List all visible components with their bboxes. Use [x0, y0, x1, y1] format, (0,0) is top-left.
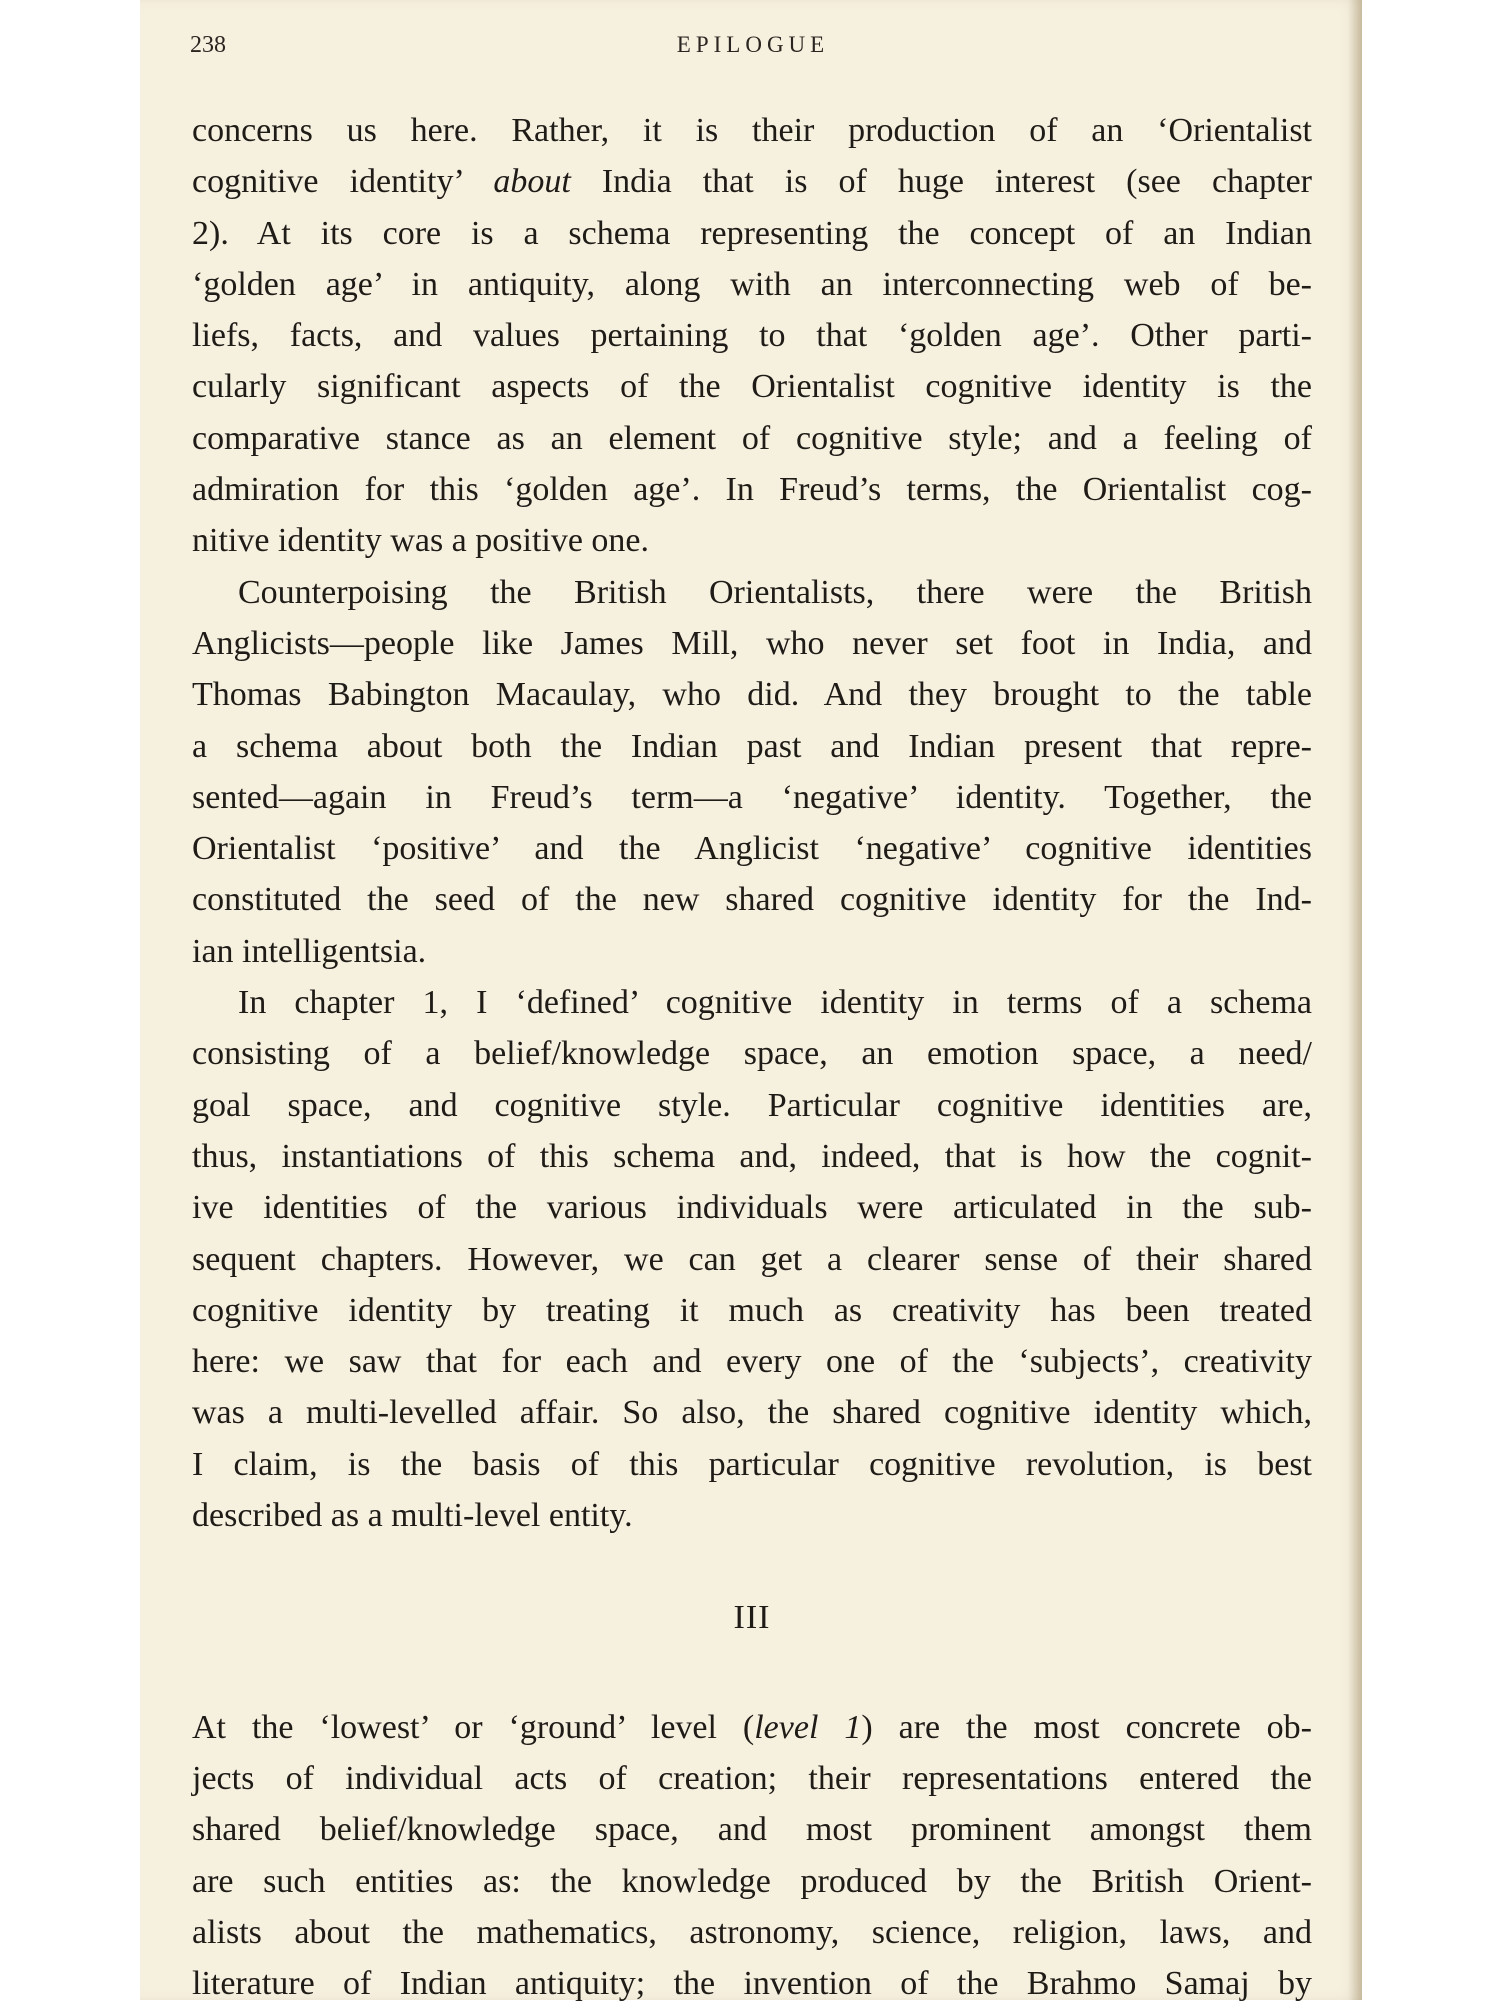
- book-page: [140, 0, 1362, 2003]
- text-line: ‘golden age’ in antiquity, along with an interconnecting web of be-: [192, 265, 1312, 303]
- text-line: a schema about both the Indian past and Indian present that repre-: [192, 727, 1312, 765]
- italic-word: level 1: [754, 1708, 862, 1746]
- text-line: consisting of a belief/knowledge space, an emotion space, a need/: [192, 1035, 1312, 1073]
- paragraph-1: [192, 105, 1312, 567]
- italic-word: about: [493, 163, 571, 201]
- text-line: Anglicists—people like James Mill, who never set foot in India, and: [192, 624, 1312, 662]
- running-head-title: EPILOGUE: [676, 32, 830, 57]
- text-line: comparative stance as an element of cognitive style; and a feeling of: [192, 419, 1312, 457]
- running-head: [190, 32, 1316, 68]
- text-line: Orientalist ‘positive’ and the Anglicist ‘negative’ cognitive identities: [192, 830, 1312, 868]
- text-line: In chapter 1, I ‘defined’ cognitive identity in terms of a schema: [238, 984, 1312, 1022]
- text-line: Thomas Babington Macaulay, who did. And they brought to the table: [192, 676, 1312, 714]
- text-line: Counterpoising the British Orientalists, there were the British: [238, 573, 1312, 611]
- paragraph-2: [192, 567, 1312, 977]
- paragraph-4: [192, 1702, 1312, 2009]
- text-line: cularly significant aspects of the Orientalist cognitive identity is the: [192, 368, 1312, 406]
- page-edge-shadow: [1348, 0, 1362, 2000]
- text-line: constituted the seed of the new shared cognitive identity for the Ind-: [192, 881, 1312, 919]
- text-line-with-italic: [192, 156, 1312, 207]
- text-line: ian intelligentsia.: [192, 932, 427, 970]
- section-spacer: [192, 1541, 1312, 1592]
- text-fragment: cognitive identity’: [192, 163, 494, 201]
- body-text: [192, 105, 1312, 2009]
- text-line: sequent chapters. However, we can get a clearer sense of their shared: [192, 1240, 1312, 1278]
- text-line: 2). At its core is a schema representing the concept of an Indian: [192, 214, 1312, 252]
- text-fragment: India that is of huge interest (see chapter: [570, 163, 1312, 201]
- text-fragment: ) are the most concrete ob-: [861, 1708, 1312, 1746]
- text-line: jects of individual acts of creation; their representations entered the: [192, 1759, 1312, 1797]
- text-line: described as a multi-level entity.: [192, 1497, 633, 1535]
- text-line: was a multi-levelled affair. So also, the shared cognitive identity which,: [192, 1394, 1312, 1432]
- text-line: literature of Indian antiquity; the invention of the Brahmo Samaj by: [192, 1965, 1312, 2003]
- text-line: goal space, and cognitive style. Particular cognitive identities are,: [192, 1086, 1312, 1124]
- section-heading: III: [733, 1599, 771, 1637]
- text-line: concerns us here. Rather, it is their production of an ‘Orientalist: [192, 112, 1312, 149]
- text-line: liefs, facts, and values pertaining to that ‘golden age’. Other parti-: [192, 317, 1312, 355]
- text-fragment: At the ‘lowest’ or ‘ground’ level (: [192, 1708, 755, 1746]
- section-spacer: [192, 1644, 1312, 1702]
- text-line: alists about the mathematics, astronomy, science, religion, laws, and: [192, 1913, 1312, 1951]
- text-line: ive identities of the various individuals were articulated in the sub-: [192, 1189, 1312, 1227]
- text-line: are such entities as: the knowledge produced by the British Orient-: [192, 1862, 1312, 1900]
- text-line: I claim, is the basis of this particular cognitive revolution, is best: [192, 1445, 1312, 1483]
- text-line: cognitive identity by treating it much as creativity has been treated: [192, 1291, 1312, 1329]
- page-number: 238: [190, 32, 226, 58]
- text-line: sented—again in Freud’s term—a ‘negative’ identity. Together, the: [192, 778, 1312, 816]
- text-line: admiration for this ‘golden age’. In Freud’s terms, the Orientalist cog-: [192, 471, 1312, 509]
- text-line: shared belief/knowledge space, and most prominent amongst them: [192, 1811, 1312, 1849]
- text-line: here: we saw that for each and every one of the ‘subjects’, creativity: [192, 1343, 1312, 1381]
- text-line: nitive identity was a positive one.: [192, 522, 650, 560]
- paragraph-3: [192, 977, 1312, 1541]
- text-line-with-italic: [192, 1702, 1312, 1753]
- text-line: thus, instantiations of this schema and, indeed, that is how the cognit-: [192, 1137, 1312, 1175]
